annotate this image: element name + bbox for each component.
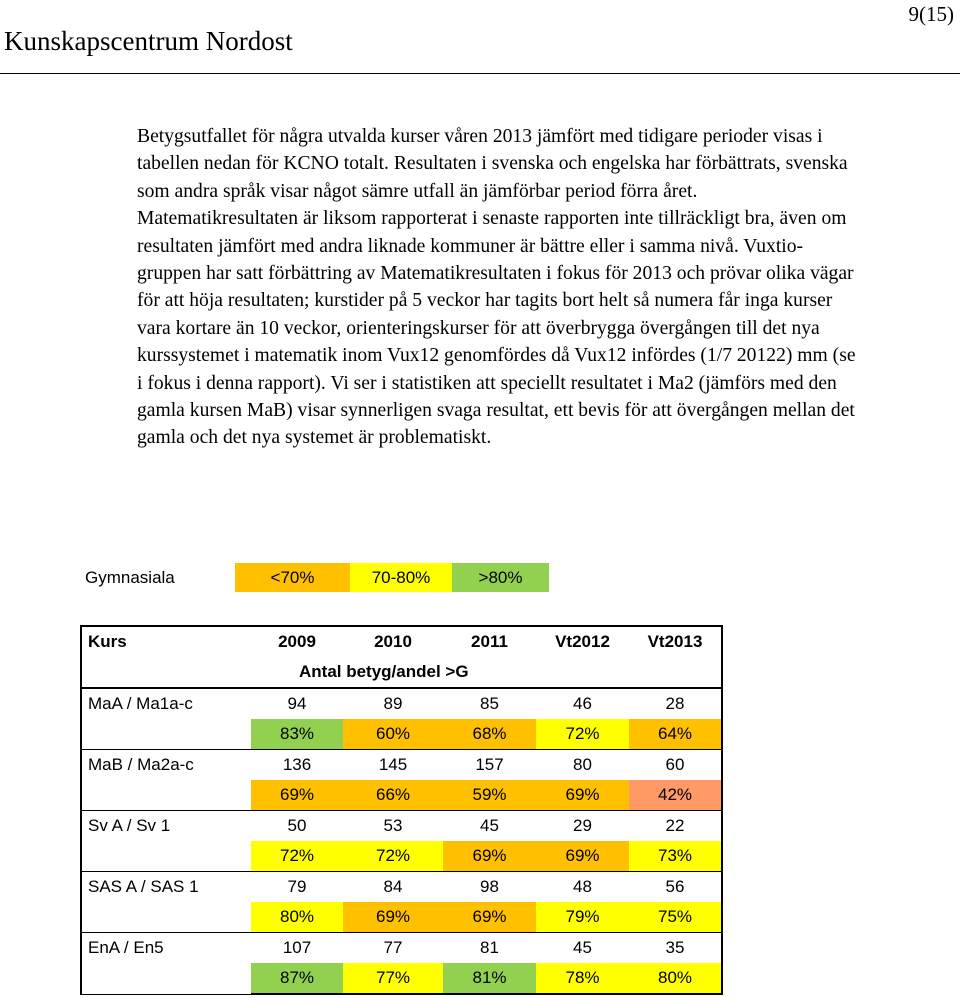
table-body xyxy=(81,688,722,994)
grade-count: 107 xyxy=(282,938,312,957)
table-row-percent xyxy=(81,719,722,750)
grade-count: 22 xyxy=(629,811,722,842)
pass-rate-cell: 72% xyxy=(536,719,629,750)
grade-count: 48 xyxy=(573,877,592,896)
table-row xyxy=(81,933,722,964)
organization-title: Kunskapscentrum Nordost xyxy=(4,26,293,56)
pass-rate-cell: 69% xyxy=(443,841,536,872)
page-number: 9(15) xyxy=(908,2,954,26)
header-year: 2011 xyxy=(443,626,536,657)
grade-count: 53 xyxy=(383,816,403,835)
body-paragraph: Betygsutfallet för några utvalda kurser våren 2013 jämfört med tidigare perioder visas i tabellen nedan för KCNO totalt. Resultaten i svenska och engelska har förbättrats, svenska som andra språk visar något sämre utfall än jämförbar period förra året. Matematikresultaten är liksom rapporterat i senaste rapporten inte tillräckligt bra, även om resultaten jämfört med andra liknade kommuner är bättre eller i samma nivå. Vuxtio-gruppen har satt förbättring av Matematikresultaten i fokus för 2013 och prövar olika vägar för att höja resultaten; kurstider på 5 veckor har tagits bort helt så numera får inga kurser vara kortare än 10 veckor, orienteringskurser för att överbrygga övergången till det nya kurssystemet i matematik inom Vux12 genomfördes då Vux12 infördes (1/7 20122) mm (se i fokus i denna rapport). Vi ser i statistiken att speciellt resultatet i Ma2 (jämförs med den gamla kursen MaB) visar synnerligen svaga resultat, ett bevis för att övergången mellan det gamla och det nya systemet är problematiskt. xyxy=(137,126,856,449)
pass-rate-cell: 72% xyxy=(251,841,343,872)
table-row xyxy=(81,811,722,842)
grade-count: 94 xyxy=(287,694,307,713)
pass-rate-cell: 59% xyxy=(443,780,536,811)
table-row-percent xyxy=(81,902,722,933)
title-rule xyxy=(0,73,960,74)
grade-count: 46 xyxy=(573,694,592,713)
pass-rate-cell: 80% xyxy=(629,963,722,994)
course-spacer xyxy=(81,841,251,872)
pass-rate-cell: 75% xyxy=(629,902,722,933)
table-row-percent xyxy=(81,780,722,811)
grade-count: 56 xyxy=(629,872,722,903)
grade-count: 60 xyxy=(629,750,722,781)
grade-count: 77 xyxy=(383,938,403,957)
pass-rate-cell: 66% xyxy=(343,780,443,811)
header-year: 2009 xyxy=(251,626,343,657)
course-spacer xyxy=(81,780,251,811)
table-subheader: Antal betyg/andel >G xyxy=(251,657,722,688)
table-row xyxy=(81,750,722,781)
table-subheader-row xyxy=(81,657,722,688)
grade-count: 79 xyxy=(287,877,307,896)
pass-rate-cell: 69% xyxy=(536,841,629,872)
header-course: Kurs xyxy=(81,626,251,657)
subheader-spacer xyxy=(81,657,251,688)
grade-count: 81 xyxy=(480,938,499,957)
table-row xyxy=(81,872,722,903)
table-row xyxy=(81,688,722,719)
grade-count: 50 xyxy=(287,816,307,835)
pass-rate-cell: 69% xyxy=(343,902,443,933)
pass-rate-cell: 64% xyxy=(629,719,722,750)
course-name: MaB / Ma2a-c xyxy=(81,750,251,781)
grade-count: 84 xyxy=(383,877,403,896)
pass-rate-cell: 77% xyxy=(343,963,443,994)
grade-count: 45 xyxy=(480,816,499,835)
grade-count: 80 xyxy=(573,755,592,774)
legend-low: <70% xyxy=(235,563,350,592)
pass-rate-cell: 80% xyxy=(251,902,343,933)
pass-rate-cell: 73% xyxy=(629,841,722,872)
pass-rate-cell: 87% xyxy=(251,963,343,994)
legend-mid: 70-80% xyxy=(350,563,452,592)
grade-count: 45 xyxy=(573,938,592,957)
pass-rate-cell: 68% xyxy=(443,719,536,750)
course-spacer xyxy=(81,963,251,994)
pass-rate-cell: 69% xyxy=(251,780,343,811)
course-spacer xyxy=(81,719,251,750)
pass-rate-cell: 78% xyxy=(536,963,629,994)
pass-rate-cell: 42% xyxy=(629,780,722,811)
grade-count: 29 xyxy=(573,816,592,835)
pass-rate-cell: 69% xyxy=(536,780,629,811)
course-name: Sv A / Sv 1 xyxy=(81,811,251,842)
grade-count: 89 xyxy=(383,694,403,713)
course-spacer xyxy=(81,902,251,933)
grade-count: 157 xyxy=(475,755,504,774)
grade-count: 28 xyxy=(629,688,722,719)
table-header-row xyxy=(81,626,722,657)
pass-rate-cell: 60% xyxy=(343,719,443,750)
table-row-percent xyxy=(81,841,722,872)
header-year: Vt2012 xyxy=(536,626,629,657)
header-year: 2010 xyxy=(343,626,443,657)
header-year: Vt2013 xyxy=(629,626,722,657)
grade-count: 145 xyxy=(378,755,408,774)
grade-count: 98 xyxy=(480,877,499,896)
legend-label: Gymnasiala xyxy=(85,568,175,587)
pass-rate-cell: 81% xyxy=(443,963,536,994)
pass-rate-cell: 79% xyxy=(536,902,629,933)
course-name: EnA / En5 xyxy=(81,933,251,964)
course-name: MaA / Ma1a-c xyxy=(81,688,251,719)
course-name: SAS A / SAS 1 xyxy=(81,872,251,903)
pass-rate-cell: 72% xyxy=(343,841,443,872)
grade-count: 85 xyxy=(480,694,499,713)
grade-count: 136 xyxy=(282,755,312,774)
table-row-percent xyxy=(81,963,722,994)
grade-table xyxy=(80,625,723,995)
legend-high: >80% xyxy=(452,563,549,592)
pass-rate-cell: 69% xyxy=(443,902,536,933)
grade-count: 35 xyxy=(629,933,722,964)
pass-rate-cell: 83% xyxy=(251,719,343,750)
